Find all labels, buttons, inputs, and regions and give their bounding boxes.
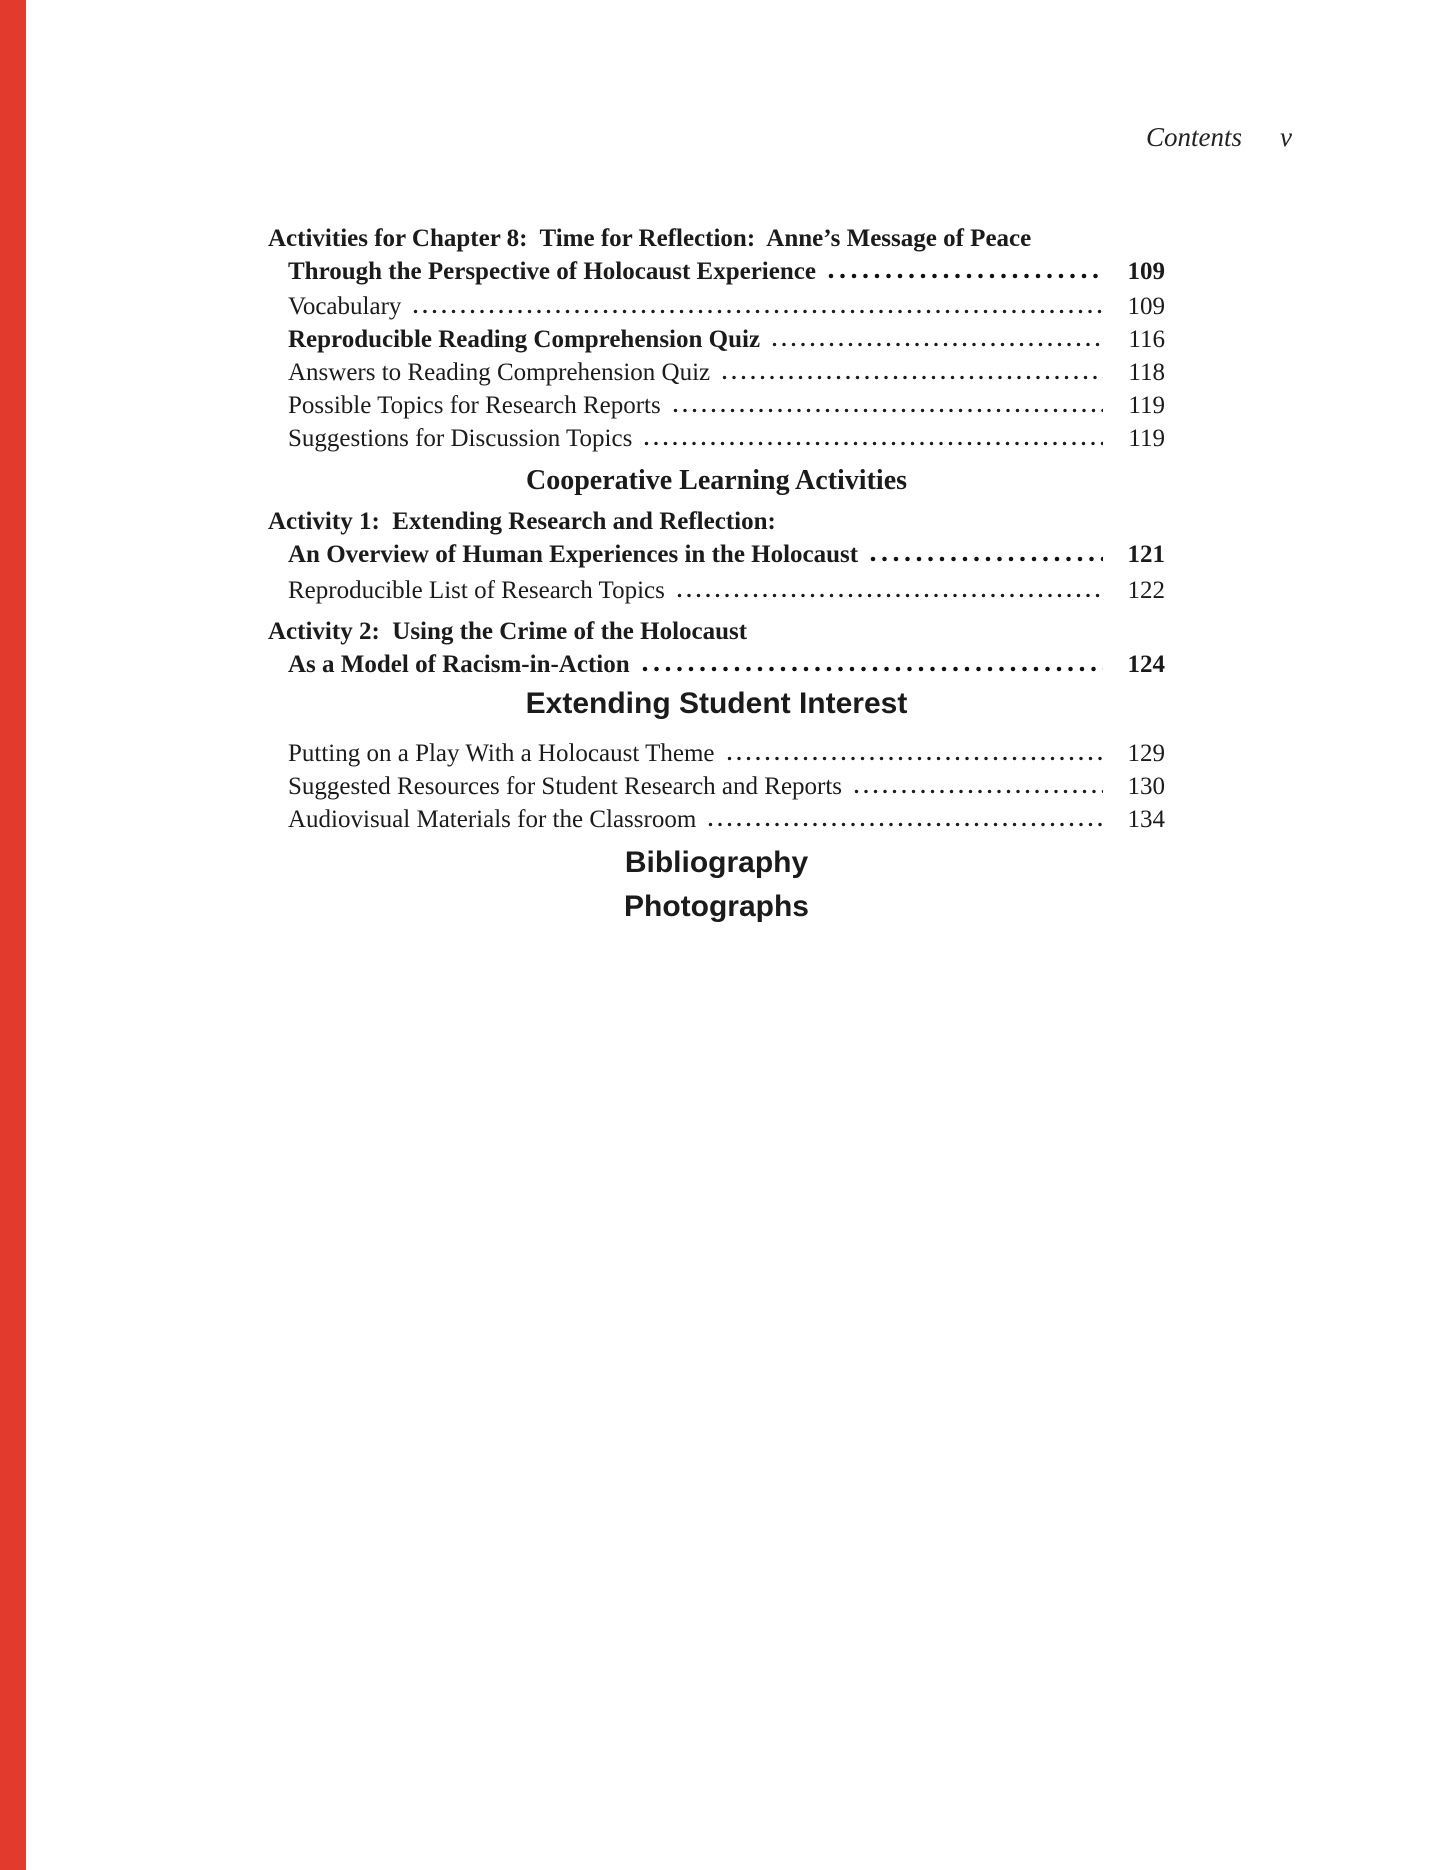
dot-leader — [854, 789, 1103, 794]
toc-page-number: 124 — [1127, 651, 1165, 678]
toc-entry-text: Activity 2: Using the Crime of the Holocaust — [268, 618, 748, 645]
toc-page-number: 119 — [1128, 392, 1165, 419]
toc-entry-suggested-resources — [268, 770, 1165, 803]
section-heading-extending-student-interest: Extending Student Interest — [525, 687, 908, 720]
toc-entry-audiovisual-materials — [268, 803, 1165, 836]
toc-entry-chapter8-line1 — [268, 222, 1165, 255]
dot-leader — [677, 593, 1103, 598]
toc-entry-text: Suggested Resources for Student Research and Reports — [288, 773, 843, 800]
toc-page-number: 118 — [1128, 359, 1165, 386]
section-heading-cooperative-learning: Cooperative Learning Activities — [525, 465, 908, 496]
table-of-contents — [268, 222, 1165, 926]
dot-leader — [870, 556, 1103, 562]
running-header — [1146, 122, 1292, 153]
toc-entry-reproducible-quiz — [268, 323, 1165, 356]
toc-entry-activity2-line1 — [268, 615, 1165, 648]
toc-page-number: 119 — [1128, 425, 1165, 452]
toc-page-number: 109 — [1127, 258, 1165, 285]
toc-page-number: 134 — [1127, 806, 1165, 833]
toc-page-number: 116 — [1128, 326, 1165, 353]
toc-page-number: 122 — [1127, 577, 1165, 604]
toc-entry-text: Reproducible Reading Comprehension Quiz — [288, 326, 761, 353]
dot-leader — [642, 666, 1103, 672]
toc-entry-text: Answers to Reading Comprehension Quiz — [288, 359, 711, 386]
section-heading-photographs: Photographs — [624, 890, 809, 923]
toc-entry-vocabulary — [268, 290, 1165, 323]
dot-leader — [673, 408, 1103, 413]
toc-entry-text: Suggestions for Discussion Topics — [288, 425, 633, 452]
toc-page-number: 129 — [1127, 740, 1165, 767]
toc-entry-text: Vocabulary — [288, 293, 402, 320]
toc-entry-reproducible-list — [268, 574, 1165, 607]
toc-page-number: 130 — [1127, 773, 1165, 800]
toc-entry-text: Reproducible List of Research Topics — [288, 577, 665, 604]
toc-entry-answers-quiz — [268, 356, 1165, 389]
toc-entry-text: Activities for Chapter 8: Time for Reflection: Anne’s Message of Peace — [268, 225, 1032, 252]
toc-entry-activity1-line2 — [268, 538, 1165, 571]
toc-entry-text: Audiovisual Materials for the Classroom — [288, 806, 697, 833]
dot-leader — [727, 756, 1104, 761]
running-header-title: Contents — [1146, 122, 1243, 152]
toc-entry-text: Activity 1: Extending Research and Reflection: — [268, 508, 776, 535]
red-edge-stripe — [0, 0, 26, 1870]
section-heading-bibliography: Bibliography — [624, 846, 809, 879]
toc-entry-chapter8-line2 — [268, 255, 1165, 288]
toc-entry-text: Putting on a Play With a Holocaust Theme — [288, 740, 715, 767]
dot-leader — [828, 273, 1103, 279]
toc-entry-possible-topics — [268, 389, 1165, 422]
toc-entry-activity1-line1 — [268, 505, 1165, 538]
toc-page-number: 121 — [1127, 541, 1165, 568]
toc-entry-text: Possible Topics for Research Reports — [288, 392, 661, 419]
toc-entry-activity2-line2 — [268, 648, 1165, 681]
dot-leader — [708, 822, 1103, 827]
toc-entry-text: Through the Perspective of Holocaust Experience — [288, 258, 816, 285]
toc-entry-text: An Overview of Human Experiences in the Holocaust — [288, 541, 859, 568]
toc-entry-text: As a Model of Racism-in-Action — [288, 651, 630, 678]
toc-entry-suggestions-discussion — [268, 422, 1165, 455]
dot-leader — [722, 375, 1103, 380]
toc-entry-putting-on-play — [268, 737, 1165, 770]
toc-page-number: 109 — [1127, 293, 1165, 320]
dot-leader — [644, 441, 1103, 446]
dot-leader — [772, 342, 1103, 347]
running-header-page-number: v — [1280, 122, 1292, 152]
dot-leader — [413, 309, 1103, 314]
